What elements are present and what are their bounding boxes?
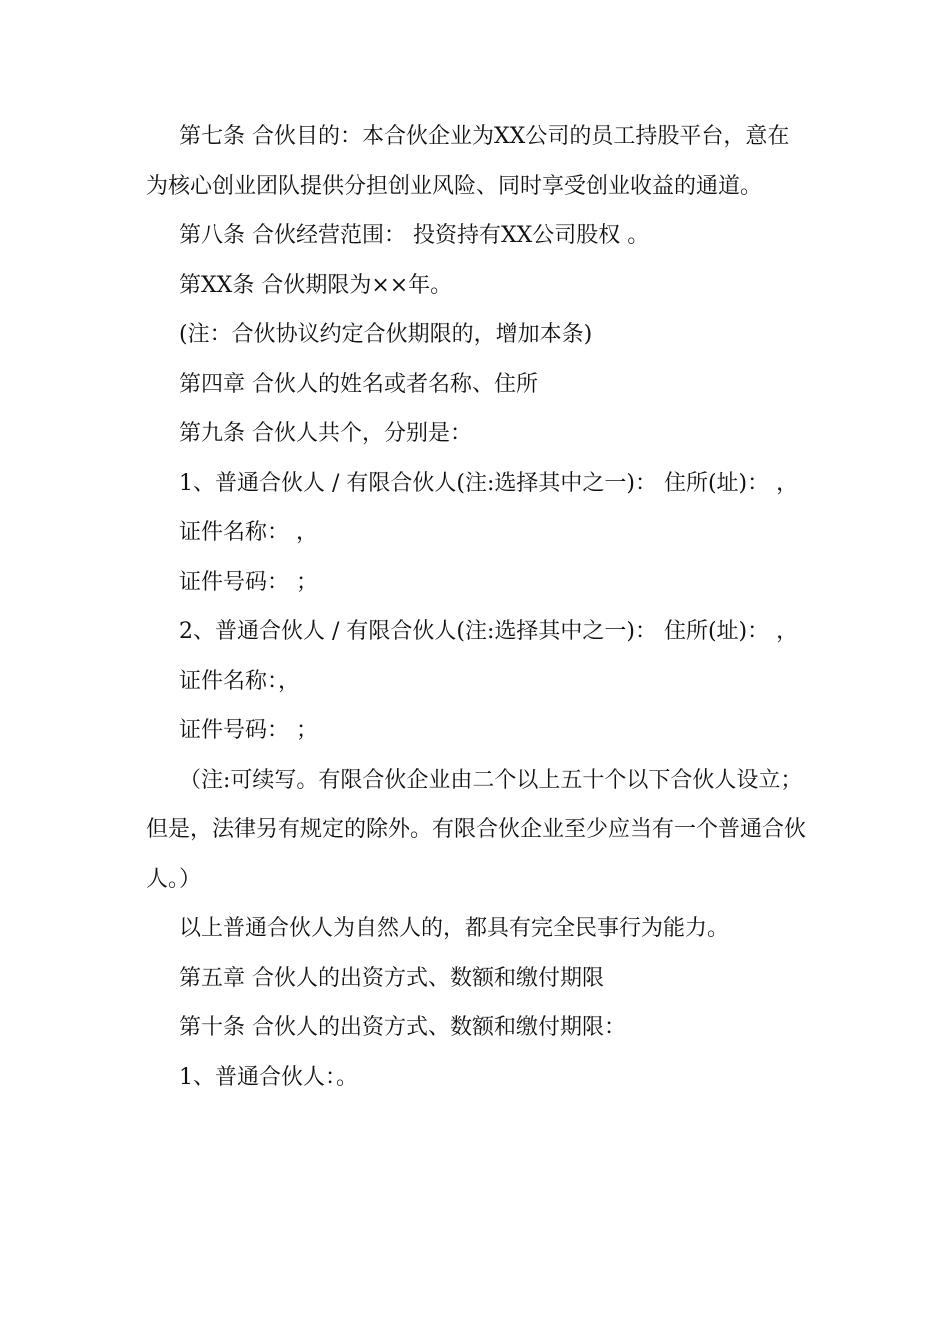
partner-2-id-number: 证件号码： ； <box>179 718 318 743</box>
document-body <box>146 112 810 1102</box>
capacity-statement: 以上普通合伙人为自然人的，都具有完全民事行为能力。 <box>179 916 730 941</box>
article-9-partners: 第九条 合伙人共个，分别是： <box>179 421 472 446</box>
note-term: (注：合伙协议约定合伙期限的，增加本条) <box>179 322 593 347</box>
partner-2-line: 2、普通合伙人 / 有限合伙人(注:选择其中之一)： 住所(址)： ， <box>179 619 799 644</box>
partner-1-id-type: 证件名称： ， <box>179 520 318 545</box>
article-xx-term: 第XX条 合伙期限为××年。 <box>179 272 453 298</box>
partner-1-line: 1、普通合伙人 / 有限合伙人(注:选择其中之一)： 住所(址)： ， <box>179 470 799 496</box>
article-7-purpose: 第七条 合伙目的：本合伙企业为XX公司的员工持股平台，意在为核心创业团队提供分担创业风险、同时享受创业收益的通道。 <box>146 124 790 199</box>
note-partner-count: （注:可续写。有限合伙企业由二个以上五十个以下合伙人设立；但是，法律另有规定的除外。有限合伙企业至少应当有一个普通合伙人。） <box>146 767 807 892</box>
article-8-scope: 第八条 合伙经营范围： 投资持有XX公司股权 。 <box>179 223 650 248</box>
chapter-5-heading: 第五章 合伙人的出资方式、数额和缴付期限 <box>179 965 604 991</box>
article-10-contribution: 第十条 合伙人的出资方式、数额和缴付期限： <box>179 1015 626 1040</box>
partner-1-id-number: 证件号码： ； <box>179 569 318 595</box>
general-partner-contribution: 1、普通合伙人：。 <box>179 1064 358 1090</box>
partner-2-id-type: 证件名称：， <box>179 668 301 694</box>
chapter-4-heading: 第四章 合伙人的姓名或者名称、住所 <box>179 371 538 397</box>
